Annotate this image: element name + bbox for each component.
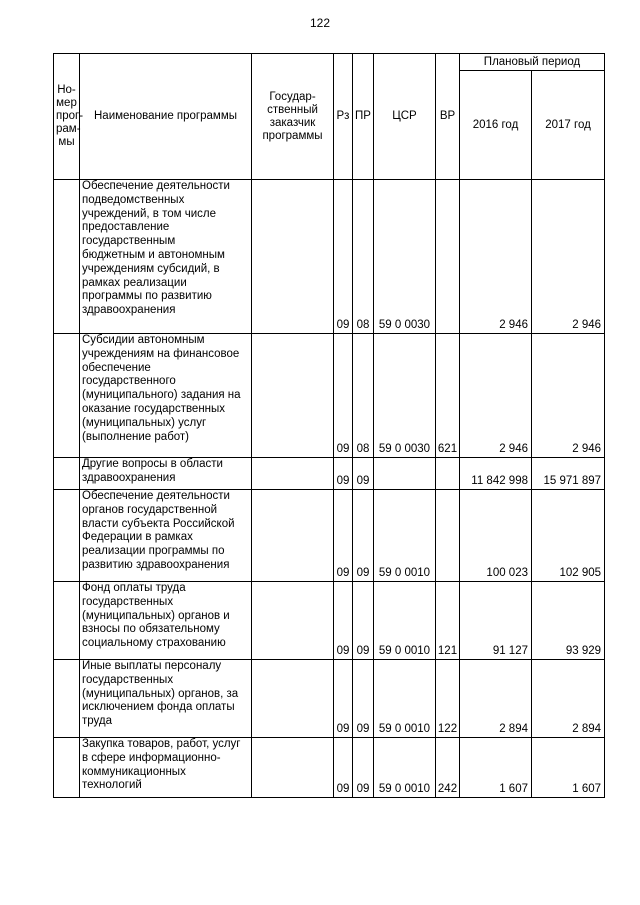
cell-2017: 2 946 — [532, 180, 605, 334]
cell-rz: 09 — [334, 490, 353, 582]
cell-program-number — [54, 180, 80, 334]
page-number: 122 — [309, 16, 331, 30]
cell-vr: 621 — [436, 334, 460, 458]
cell-2016: 2 946 — [460, 180, 532, 334]
table-row — [54, 458, 605, 490]
program-name-line: предоставление — [82, 221, 170, 234]
cell-program-number — [54, 490, 80, 582]
cell-2016: 11 842 998 — [460, 458, 532, 490]
program-name-line: государственных — [82, 595, 174, 608]
header-customer: Государ- ственный заказчик программы — [252, 54, 334, 180]
table-row — [54, 660, 605, 738]
cell-pr: 09 — [353, 582, 374, 660]
cell-rz: 09 — [334, 458, 353, 490]
cell-csr: 59 0 0030 — [374, 180, 436, 334]
cell-2016: 2 894 — [460, 660, 532, 738]
program-name-line: рамках реализации — [82, 276, 187, 289]
table-row — [54, 582, 605, 660]
cell-program-name — [80, 458, 252, 490]
cell-program-name — [80, 334, 252, 458]
cell-program-name — [80, 490, 252, 582]
cell-rz: 09 — [334, 738, 353, 798]
program-name-line: (муниципальных) органов, за — [82, 687, 239, 700]
cell-rz: 09 — [334, 582, 353, 660]
program-name-line: в сфере информационно- — [82, 751, 221, 764]
cell-customer — [252, 458, 334, 490]
table-row — [54, 490, 605, 582]
program-name-line: власти субъекта Российской — [82, 517, 235, 530]
cell-rz: 09 — [334, 660, 353, 738]
program-name-line: здравоохранения — [82, 471, 176, 484]
cell-program-name — [80, 660, 252, 738]
program-name-line: учреждениям на финансовое — [82, 347, 240, 360]
cell-vr — [436, 490, 460, 582]
cell-2017: 102 905 — [532, 490, 605, 582]
cell-rz: 09 — [334, 180, 353, 334]
program-name-line: подведомственных — [82, 193, 185, 206]
program-name-line: исключением фонда оплаты — [82, 701, 235, 714]
cell-vr: 122 — [436, 660, 460, 738]
program-name-line: Федерации в рамках — [82, 531, 193, 544]
cell-csr: 59 0 0010 — [374, 582, 436, 660]
program-name-line: развитию здравоохранения — [82, 558, 230, 571]
program-name-line: бюджетным и автономным — [82, 248, 225, 261]
program-name-line: (муниципального) задания на — [82, 389, 241, 402]
cell-program-number — [54, 738, 80, 798]
program-name-line: учреждений, в том числе — [82, 207, 217, 220]
cell-program-number — [54, 334, 80, 458]
cell-2017: 2 894 — [532, 660, 605, 738]
cell-program-number — [54, 582, 80, 660]
cell-pr: 08 — [353, 180, 374, 334]
program-name-line: реализации программы по — [82, 545, 225, 558]
cell-csr: 59 0 0010 — [374, 660, 436, 738]
program-name-line: Обеспечение деятельности — [82, 490, 230, 502]
header-year-2017: 2017 год — [532, 71, 605, 180]
program-name-line: учреждениям субсидий, в — [82, 262, 220, 275]
program-name-line: Закупка товаров, работ, услуг — [82, 738, 241, 750]
header-rz: Рз — [334, 54, 353, 180]
program-name-line: Фонд оплаты труда — [82, 582, 186, 594]
table-row — [54, 180, 605, 334]
cell-2016: 100 023 — [460, 490, 532, 582]
cell-pr: 09 — [353, 458, 374, 490]
program-name-line: здравоохранения — [82, 304, 176, 317]
program-name-line: труда — [82, 715, 113, 728]
cell-2017: 15 971 897 — [532, 458, 605, 490]
header-csr: ЦСР — [374, 54, 436, 180]
cell-program-number — [54, 458, 80, 490]
program-name-line: государственного — [82, 375, 176, 388]
cell-2016: 91 127 — [460, 582, 532, 660]
header-pr: ПР — [353, 54, 374, 180]
cell-2017: 2 946 — [532, 334, 605, 458]
program-name-line: Обеспечение деятельности — [82, 180, 230, 192]
cell-customer — [252, 660, 334, 738]
cell-customer — [252, 582, 334, 660]
cell-2016: 1 607 — [460, 738, 532, 798]
program-name-line: Другие вопросы в области — [82, 458, 223, 470]
program-name-line: обеспечение — [82, 361, 151, 374]
cell-vr — [436, 180, 460, 334]
cell-customer — [252, 334, 334, 458]
cell-vr: 121 — [436, 582, 460, 660]
cell-2017: 1 607 — [532, 738, 605, 798]
header-planned-period: Плановый период — [460, 54, 605, 71]
program-name-line: (выполнение работ) — [82, 430, 190, 443]
cell-csr — [374, 458, 436, 490]
cell-program-name — [80, 582, 252, 660]
table-row — [54, 738, 605, 798]
cell-customer — [252, 738, 334, 798]
cell-2016: 2 946 — [460, 334, 532, 458]
cell-rz: 09 — [334, 334, 353, 458]
program-name-line: взносы по обязательному — [82, 623, 220, 636]
cell-pr: 09 — [353, 738, 374, 798]
program-name-line: социальному страхованию — [82, 637, 226, 650]
header-year-2016: 2016 год — [460, 71, 532, 180]
program-name-line: Иные выплаты персоналу — [82, 660, 222, 672]
cell-customer — [252, 490, 334, 582]
cell-2017: 93 929 — [532, 582, 605, 660]
header-name: Наименование программы — [80, 54, 252, 180]
table-row — [54, 334, 605, 458]
program-name-line: оказание государственных — [82, 402, 226, 415]
program-name-line: органов государственной — [82, 503, 218, 516]
program-name-line: государственных — [82, 673, 174, 686]
cell-customer — [252, 180, 334, 334]
cell-csr: 59 0 0010 — [374, 738, 436, 798]
cell-vr: 242 — [436, 738, 460, 798]
program-name-line: Субсидии автономным — [82, 334, 205, 346]
cell-vr — [436, 458, 460, 490]
program-name-line: программы по развитию — [82, 290, 212, 303]
program-name-line: (муниципальных) услуг — [82, 416, 207, 429]
program-name-line: коммуникационных — [82, 765, 186, 778]
cell-csr: 59 0 0030 — [374, 334, 436, 458]
cell-program-name — [80, 738, 252, 798]
program-name-line: (муниципальных) органов и — [82, 609, 230, 622]
cell-program-number — [54, 660, 80, 738]
header-vr: ВР — [436, 54, 460, 180]
header-number: Но- мер прог- рам- мы — [54, 54, 80, 180]
budget-table — [53, 53, 605, 798]
program-name-line: технологий — [82, 779, 142, 792]
cell-pr: 09 — [353, 660, 374, 738]
cell-pr: 08 — [353, 334, 374, 458]
cell-pr: 09 — [353, 490, 374, 582]
program-name-line: государственным — [82, 235, 176, 248]
cell-program-name — [80, 180, 252, 334]
cell-csr: 59 0 0010 — [374, 490, 436, 582]
